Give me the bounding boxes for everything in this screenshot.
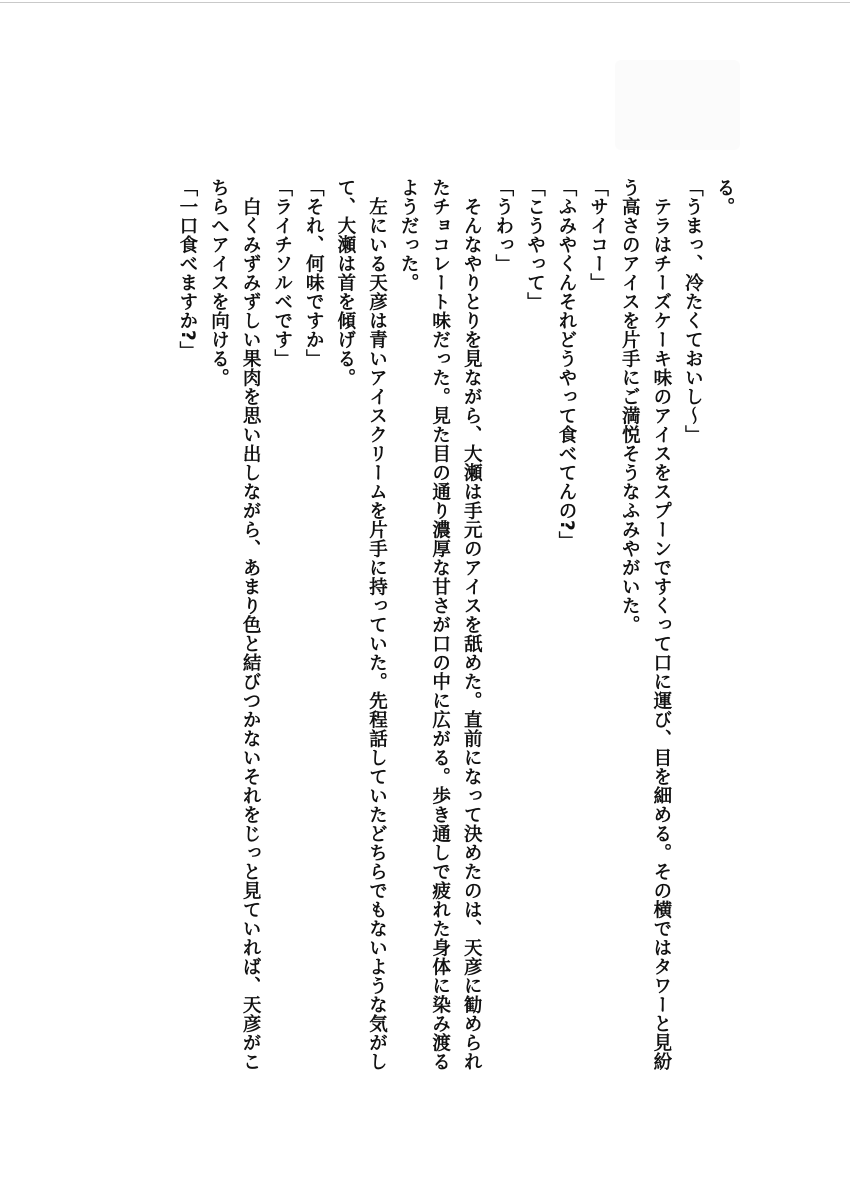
text-line: 「それ、何味ですか」 bbox=[303, 178, 325, 368]
text-line: 「一口食べますか?」 bbox=[176, 178, 198, 361]
text-line: ようだった。 bbox=[398, 178, 420, 292]
text-line: 「ライチソルベです」 bbox=[271, 178, 293, 368]
text-line: 「サイコー」 bbox=[587, 178, 609, 292]
text-line: 「うわっ」 bbox=[492, 178, 514, 273]
text-line: る。 bbox=[714, 178, 735, 216]
text-line: 白くみずみずしい果肉を思い出しながら、あまり色と結びつかないそれをじっと見ていれば、天彦がこ bbox=[240, 178, 262, 1071]
top-divider bbox=[0, 2, 850, 3]
text-line: 「ふみやくんそれどうやって食べてんの?」 bbox=[556, 178, 578, 551]
text-line: ちらへアイスを向ける。 bbox=[208, 178, 230, 387]
text-line: そんなやりとりを見ながら、大瀬は手元のアイスを舐めた。直前になって決めたのは、天彦に勧められ bbox=[461, 178, 483, 1071]
text-line: たチョコレート味だった。見た目の通り濃厚な甘さが口の中に広がる。歩き通しで疲れた身体に染み渡る bbox=[429, 178, 451, 1071]
text-line: 「うまっ、冷たくておいし～」 bbox=[682, 178, 704, 444]
text-line: テラはチーズケーキ味のアイスをスプーンですくって口に運び、目を細める。その横ではタワーと見紛 bbox=[650, 178, 672, 1071]
text-line: て、大瀬は首を傾げる。 bbox=[334, 178, 356, 387]
blank-image-area bbox=[615, 60, 740, 150]
text-line: 「こうやって」 bbox=[524, 178, 546, 311]
vertical-text-body bbox=[171, 178, 740, 1178]
text-line: う高さのアイスを片手にご満悦そうなふみやがいた。 bbox=[619, 178, 641, 634]
text-line: 左にいる天彦は青いアイスクリームを片手に持っていた。先程話していたどちらでもないような気がし bbox=[366, 178, 388, 1071]
